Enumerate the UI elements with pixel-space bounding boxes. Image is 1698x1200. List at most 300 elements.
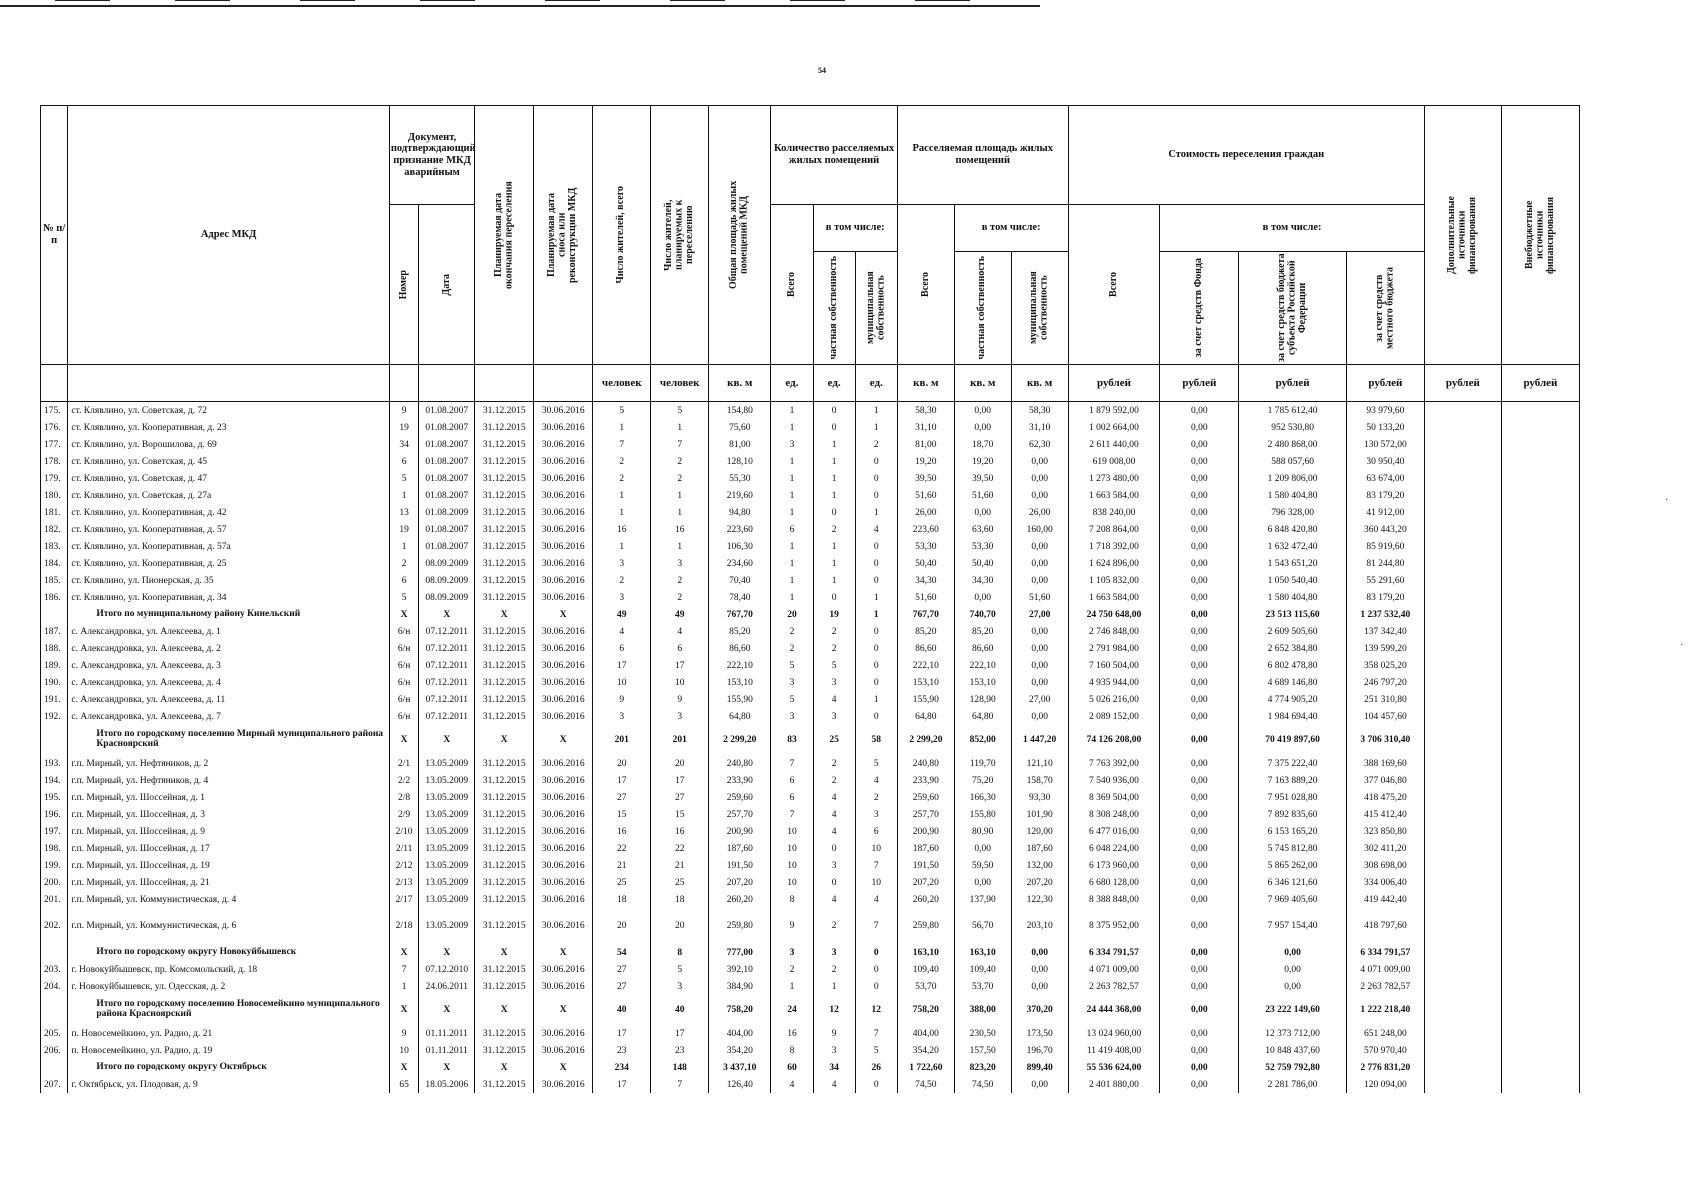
cell-planned-demolition: 30.06.2016 <box>534 555 593 572</box>
cell-offbudget-sources <box>1501 419 1579 436</box>
cell-cost-total: 8 369 504,00 <box>1068 789 1160 806</box>
cell-rooms-municipal: 0 <box>855 708 897 725</box>
cell-cost-local: 419 442,40 <box>1346 891 1424 908</box>
unit-label: кв. м <box>1011 365 1068 402</box>
cell-planned-end: 31.12.2015 <box>475 436 534 453</box>
cell-cost-fund: 0,00 <box>1160 1025 1239 1042</box>
table-row <box>41 857 1580 874</box>
cell-address: ст. Клявлино, ул. Кооперативная, д. 42 <box>68 504 389 521</box>
cell-area-private: 74,50 <box>954 1076 1011 1093</box>
cell-planned-end: 31.12.2015 <box>475 1076 534 1093</box>
total-row <box>41 606 1580 623</box>
cell-doc-date: 07.12.2011 <box>419 708 475 725</box>
cell-cost-region: 0,00 <box>1239 961 1347 978</box>
cell-area-private: 75,20 <box>954 772 1011 789</box>
page-number: 54 <box>818 66 826 75</box>
cell-cost-total: 55 536 624,00 <box>1068 1059 1160 1076</box>
cell-extra-sources <box>1424 891 1501 908</box>
cell-total-area: 94,80 <box>709 504 771 521</box>
cell-residents-total: 2 <box>593 470 651 487</box>
cell-extra-sources <box>1424 1025 1501 1042</box>
cell-offbudget-sources <box>1501 806 1579 823</box>
col-planned-demolition: Планируемая дата сноса или реконструкции МКД <box>534 106 593 365</box>
cell-residents-planned: 1 <box>651 419 709 436</box>
cell-rooms-municipal: 1 <box>855 606 897 623</box>
cell-doc-number: 7 <box>389 961 419 978</box>
cell-residents-total: 3 <box>593 589 651 606</box>
cell-doc-number: 2/12 <box>389 857 419 874</box>
cell-cost-region: 1 785 612,40 <box>1239 402 1347 420</box>
cell-area-municipal: 0,00 <box>1011 1076 1068 1093</box>
cell-rooms-private: 4 <box>813 806 855 823</box>
cell-residents-planned: 17 <box>651 1025 709 1042</box>
cell-rooms-municipal: 0 <box>855 470 897 487</box>
cell-rooms-private: 12 <box>813 995 855 1025</box>
cell-extra-sources <box>1424 874 1501 891</box>
cell-doc-date: 07.12.2011 <box>419 691 475 708</box>
cell-cost-fund: 0,00 <box>1160 674 1239 691</box>
cell-planned-demolition: 30.06.2016 <box>534 823 593 840</box>
cell-cost-fund: 0,00 <box>1160 772 1239 789</box>
cell-cost-fund: 0,00 <box>1160 640 1239 657</box>
cell-area-total: 187,60 <box>897 840 954 857</box>
cell-row-number: 187. <box>41 623 68 640</box>
cell-cost-total: 5 026 216,00 <box>1068 691 1160 708</box>
cell-cost-region: 7 892 835,60 <box>1239 806 1347 823</box>
cell-area-private: 163,10 <box>954 944 1011 961</box>
cell-rooms-total: 5 <box>771 691 813 708</box>
table-row <box>41 538 1580 555</box>
cell-rooms-total: 1 <box>771 589 813 606</box>
cell-doc-date: X <box>419 944 475 961</box>
cell-rooms-municipal: 0 <box>855 674 897 691</box>
col-rooms-including: в том числе: <box>813 205 897 252</box>
cell-rooms-private: 3 <box>813 944 855 961</box>
cell-offbudget-sources <box>1501 623 1579 640</box>
cell-planned-end: 31.12.2015 <box>475 874 534 891</box>
unit-label: рублей <box>1239 365 1347 402</box>
cell-area-private: 137,90 <box>954 891 1011 908</box>
cell-area-municipal: 0,00 <box>1011 538 1068 555</box>
cell-cost-fund: 0,00 <box>1160 891 1239 908</box>
col-area-including: в том числе: <box>954 205 1068 252</box>
cell-rooms-total: 8 <box>771 891 813 908</box>
table-row <box>41 419 1580 436</box>
cell-cost-local: 3 706 310,40 <box>1346 725 1424 755</box>
cell-area-private: 230,50 <box>954 1025 1011 1042</box>
cell-extra-sources <box>1424 755 1501 772</box>
cell-area-municipal: 27,00 <box>1011 691 1068 708</box>
cell-rooms-municipal: 5 <box>855 755 897 772</box>
cell-total-area: 64,80 <box>709 708 771 725</box>
cell-residents-planned: 9 <box>651 691 709 708</box>
table-row <box>41 691 1580 708</box>
cell-residents-total: 2 <box>593 572 651 589</box>
cell-residents-planned: 3 <box>651 555 709 572</box>
cell-planned-demolition: 30.06.2016 <box>534 908 593 944</box>
cell-rooms-municipal: 4 <box>855 521 897 538</box>
cell-cost-local: 2 263 782,57 <box>1346 978 1424 995</box>
cell-offbudget-sources <box>1501 789 1579 806</box>
cell-total-area: 2 299,20 <box>709 725 771 755</box>
cell-area-total: 64,80 <box>897 708 954 725</box>
cell-cost-region: 6 153 165,20 <box>1239 823 1347 840</box>
cell-rooms-total: 1 <box>771 453 813 470</box>
cell-doc-date: 13.05.2009 <box>419 772 475 789</box>
col-planned-end: Планируемая дата окончания переселения <box>475 106 534 365</box>
col-cost-group: Стоимость переселения граждан <box>1068 106 1424 205</box>
cell-total-area: 78,40 <box>709 589 771 606</box>
cell-area-private: 388,00 <box>954 995 1011 1025</box>
cell-area-municipal: 0,00 <box>1011 674 1068 691</box>
cell-rooms-private: 0 <box>813 402 855 420</box>
cell-doc-number: 6/н <box>389 691 419 708</box>
cell-doc-number: 1 <box>389 538 419 555</box>
cell-row-number: 195. <box>41 789 68 806</box>
cell-extra-sources <box>1424 453 1501 470</box>
cell-residents-total: 17 <box>593 657 651 674</box>
cell-residents-total: 10 <box>593 674 651 691</box>
cell-planned-demolition: 30.06.2016 <box>534 589 593 606</box>
cell-row-number <box>41 1059 68 1076</box>
cell-doc-date: 13.05.2009 <box>419 908 475 944</box>
cell-residents-total: 20 <box>593 908 651 944</box>
cell-planned-end: 31.12.2015 <box>475 691 534 708</box>
total-row <box>41 995 1580 1025</box>
cell-cost-fund: 0,00 <box>1160 789 1239 806</box>
cell-area-private: 56,70 <box>954 908 1011 944</box>
cell-cost-fund: 0,00 <box>1160 823 1239 840</box>
cell-address: г.п. Мирный, ул. Шоссейная, д. 9 <box>68 823 389 840</box>
cell-area-private: 823,20 <box>954 1059 1011 1076</box>
cell-area-total: 53,70 <box>897 978 954 995</box>
cell-rooms-private: 2 <box>813 961 855 978</box>
cell-rooms-municipal: 0 <box>855 555 897 572</box>
cell-rooms-total: 3 <box>771 436 813 453</box>
cell-total-area: 200,90 <box>709 823 771 840</box>
cell-total-area: 240,80 <box>709 755 771 772</box>
cell-rooms-private: 2 <box>813 772 855 789</box>
cell-cost-region: 23 513 115,60 <box>1239 606 1347 623</box>
cell-rooms-total: 8 <box>771 1042 813 1059</box>
cell-address: ст. Клявлино, ул. Пионерская, д. 35 <box>68 572 389 589</box>
cell-planned-end: 31.12.2015 <box>475 1042 534 1059</box>
cell-offbudget-sources <box>1501 538 1579 555</box>
cell-doc-date: 01.08.2007 <box>419 419 475 436</box>
cell-total-area: 191,50 <box>709 857 771 874</box>
cell-offbudget-sources <box>1501 1025 1579 1042</box>
cell-area-private: 119,70 <box>954 755 1011 772</box>
cell-doc-date: 01.08.2007 <box>419 470 475 487</box>
cell-doc-number: X <box>389 1059 419 1076</box>
table-row <box>41 978 1580 995</box>
cell-rooms-municipal: 7 <box>855 1025 897 1042</box>
cell-extra-sources <box>1424 538 1501 555</box>
cell-rooms-municipal: 2 <box>855 789 897 806</box>
cell-rooms-total: 1 <box>771 470 813 487</box>
cell-cost-region: 6 848 420,80 <box>1239 521 1347 538</box>
cell-cost-fund: 0,00 <box>1160 419 1239 436</box>
cell-rooms-private: 2 <box>813 755 855 772</box>
cell-area-total: 51,60 <box>897 589 954 606</box>
cell-doc-date: 07.12.2010 <box>419 961 475 978</box>
cell-row-number: 185. <box>41 572 68 589</box>
cell-residents-planned: 5 <box>651 961 709 978</box>
cell-extra-sources <box>1424 572 1501 589</box>
cell-residents-total: 49 <box>593 606 651 623</box>
cell-extra-sources <box>1424 823 1501 840</box>
unit-label: кв. м <box>709 365 771 402</box>
cell-planned-demolition: 30.06.2016 <box>534 891 593 908</box>
table-row <box>41 891 1580 908</box>
cell-cost-region: 5 745 812,80 <box>1239 840 1347 857</box>
cell-cost-local: 120 094,00 <box>1346 1076 1424 1093</box>
col-area-municipal: муниципальная собственность <box>1011 252 1068 365</box>
cell-rooms-municipal: 1 <box>855 504 897 521</box>
cell-planned-end: 31.12.2015 <box>475 1025 534 1042</box>
cell-address: ст. Клявлино, ул. Советская, д. 45 <box>68 453 389 470</box>
cell-row-number: 180. <box>41 487 68 504</box>
cell-area-total: 259,60 <box>897 789 954 806</box>
cell-total-area: 392,10 <box>709 961 771 978</box>
cell-cost-region: 796 328,00 <box>1239 504 1347 521</box>
cell-extra-sources <box>1424 908 1501 944</box>
cell-residents-total: 1 <box>593 487 651 504</box>
cell-offbudget-sources <box>1501 908 1579 944</box>
cell-doc-date: 01.08.2007 <box>419 436 475 453</box>
cell-doc-number: 6 <box>389 453 419 470</box>
cell-rooms-private: 1 <box>813 470 855 487</box>
cell-rooms-total: 1 <box>771 419 813 436</box>
cell-rooms-private: 1 <box>813 487 855 504</box>
cell-area-municipal: 0,00 <box>1011 470 1068 487</box>
cell-doc-date: 01.08.2009 <box>419 504 475 521</box>
cell-extra-sources <box>1424 1076 1501 1093</box>
cell-doc-number: 5 <box>389 589 419 606</box>
cell-cost-fund: 0,00 <box>1160 589 1239 606</box>
cell-planned-end: 31.12.2015 <box>475 402 534 420</box>
cell-area-total: 257,70 <box>897 806 954 823</box>
unit-label: рублей <box>1068 365 1160 402</box>
cell-doc-number: 6/н <box>389 657 419 674</box>
cell-residents-planned: 4 <box>651 623 709 640</box>
cell-area-total: 354,20 <box>897 1042 954 1059</box>
cell-area-municipal: 62,30 <box>1011 436 1068 453</box>
cell-rooms-private: 3 <box>813 708 855 725</box>
cell-cost-fund: 0,00 <box>1160 944 1239 961</box>
cell-rooms-total: 1 <box>771 572 813 589</box>
cell-area-municipal: 132,00 <box>1011 857 1068 874</box>
cell-offbudget-sources <box>1501 1076 1579 1093</box>
cell-total-area: 86,60 <box>709 640 771 657</box>
cell-planned-demolition: 30.06.2016 <box>534 1025 593 1042</box>
cell-address: г. Октябрьск, ул. Плодовая, д. 9 <box>68 1076 389 1093</box>
cell-planned-demolition: 30.06.2016 <box>534 402 593 420</box>
cell-area-total: 109,40 <box>897 961 954 978</box>
cell-rooms-total: 1 <box>771 555 813 572</box>
cell-rooms-total: 83 <box>771 725 813 755</box>
cell-extra-sources <box>1424 772 1501 789</box>
cell-area-total: 81,00 <box>897 436 954 453</box>
cell-cost-local: 137 342,40 <box>1346 623 1424 640</box>
cell-row-number: 188. <box>41 640 68 657</box>
cell-rooms-total: 3 <box>771 674 813 691</box>
cell-area-total: 85,20 <box>897 623 954 640</box>
resettlement-register-table <box>40 105 1580 1093</box>
cell-area-municipal: 120,00 <box>1011 823 1068 840</box>
cell-planned-demolition: 30.06.2016 <box>534 572 593 589</box>
cell-rooms-municipal: 3 <box>855 806 897 823</box>
cell-doc-number: 2/8 <box>389 789 419 806</box>
cell-rooms-private: 1 <box>813 436 855 453</box>
cell-area-total: 153,10 <box>897 674 954 691</box>
cell-address: г.п. Мирный, ул. Шоссейная, д. 17 <box>68 840 389 857</box>
cell-offbudget-sources <box>1501 589 1579 606</box>
cell-area-total: 200,90 <box>897 823 954 840</box>
cell-planned-end: 31.12.2015 <box>475 589 534 606</box>
cell-area-private: 39,50 <box>954 470 1011 487</box>
cell-offbudget-sources <box>1501 708 1579 725</box>
cell-area-total: 19,20 <box>897 453 954 470</box>
cell-area-total: 233,90 <box>897 772 954 789</box>
cell-cost-region: 6 346 121,60 <box>1239 874 1347 891</box>
cell-doc-number: 2/10 <box>389 823 419 840</box>
cell-offbudget-sources <box>1501 436 1579 453</box>
cell-residents-planned: 27 <box>651 789 709 806</box>
unit-label: человек <box>651 365 709 402</box>
cell-extra-sources <box>1424 674 1501 691</box>
cell-total-area: 223,60 <box>709 521 771 538</box>
cell-extra-sources <box>1424 640 1501 657</box>
cell-rooms-municipal: 1 <box>855 419 897 436</box>
cell-doc-date: 01.11.2011 <box>419 1025 475 1042</box>
cell-cost-region: 4 689 146,80 <box>1239 674 1347 691</box>
cell-doc-number: 9 <box>389 402 419 420</box>
cell-extra-sources <box>1424 487 1501 504</box>
cell-cost-total: 838 240,00 <box>1068 504 1160 521</box>
cell-residents-planned: 2 <box>651 589 709 606</box>
cell-row-number: 183. <box>41 538 68 555</box>
cell-area-total: 191,50 <box>897 857 954 874</box>
cell-doc-number: 2/2 <box>389 772 419 789</box>
cell-residents-total: 23 <box>593 1042 651 1059</box>
cell-area-total: 259,80 <box>897 908 954 944</box>
cell-residents-planned: 10 <box>651 674 709 691</box>
cell-area-private: 59,50 <box>954 857 1011 874</box>
cell-offbudget-sources <box>1501 961 1579 978</box>
cell-residents-total: 4 <box>593 623 651 640</box>
table-row <box>41 504 1580 521</box>
cell-area-private: 0,00 <box>954 840 1011 857</box>
cell-rooms-private: 0 <box>813 840 855 857</box>
cell-address: ст. Клявлино, ул. Советская, д. 27а <box>68 487 389 504</box>
cell-area-total: 31,10 <box>897 419 954 436</box>
cell-planned-end: 31.12.2015 <box>475 772 534 789</box>
cell-cost-region: 7 951 028,80 <box>1239 789 1347 806</box>
cell-residents-total: 25 <box>593 874 651 891</box>
cell-cost-region: 52 759 792,80 <box>1239 1059 1347 1076</box>
cell-area-private: 109,40 <box>954 961 1011 978</box>
cell-cost-local: 2 776 831,20 <box>1346 1059 1424 1076</box>
cell-address: г. Новокуйбышевск, пр. Комсомольский, д. 18 <box>68 961 389 978</box>
cell-cost-region: 1 580 404,80 <box>1239 487 1347 504</box>
table-row <box>41 402 1580 420</box>
cell-rooms-private: 2 <box>813 521 855 538</box>
cell-row-number: 192. <box>41 708 68 725</box>
cell-doc-date: X <box>419 995 475 1025</box>
cell-residents-planned: 3 <box>651 978 709 995</box>
cell-residents-total: 1 <box>593 419 651 436</box>
cell-planned-demolition: 30.06.2016 <box>534 806 593 823</box>
unit-label: рублей <box>1501 365 1579 402</box>
cell-area-private: 19,20 <box>954 453 1011 470</box>
cell-cost-fund: 0,00 <box>1160 725 1239 755</box>
cell-cost-local: 4 071 009,00 <box>1346 961 1424 978</box>
cell-rooms-total: 5 <box>771 657 813 674</box>
cell-cost-local: 418 797,60 <box>1346 908 1424 944</box>
table-row <box>41 674 1580 691</box>
cell-cost-fund: 0,00 <box>1160 1076 1239 1093</box>
cell-rooms-private: 1 <box>813 555 855 572</box>
table-row <box>41 640 1580 657</box>
cell-planned-end: X <box>475 944 534 961</box>
cell-planned-demolition: 30.06.2016 <box>534 453 593 470</box>
cell-residents-total: 3 <box>593 555 651 572</box>
cell-address: с. Александровка, ул. Алексеева, д. 2 <box>68 640 389 657</box>
col-total-area: Общая площадь жилых помещений МКД <box>709 106 771 365</box>
cell-area-private: 64,80 <box>954 708 1011 725</box>
cell-row-number: 203. <box>41 961 68 978</box>
cell-area-municipal: 0,00 <box>1011 708 1068 725</box>
cell-total-area: 75,60 <box>709 419 771 436</box>
cell-offbudget-sources <box>1501 555 1579 572</box>
cell-residents-total: 17 <box>593 1076 651 1093</box>
cell-doc-number: X <box>389 725 419 755</box>
cell-rooms-total: 6 <box>771 789 813 806</box>
cell-offbudget-sources <box>1501 572 1579 589</box>
cell-area-total: 86,60 <box>897 640 954 657</box>
cell-offbudget-sources <box>1501 453 1579 470</box>
cell-offbudget-sources <box>1501 470 1579 487</box>
cell-planned-end: 31.12.2015 <box>475 538 534 555</box>
cell-doc-date: 08.09.2009 <box>419 589 475 606</box>
cell-extra-sources <box>1424 944 1501 961</box>
cell-address: Итого по муниципальному району Кинельский <box>68 606 389 623</box>
cell-rooms-total: 60 <box>771 1059 813 1076</box>
cell-rooms-municipal: 26 <box>855 1059 897 1076</box>
cell-doc-number: 6/н <box>389 623 419 640</box>
cell-area-total: 2 299,20 <box>897 725 954 755</box>
cell-rooms-total: 7 <box>771 755 813 772</box>
cell-rooms-private: 2 <box>813 908 855 944</box>
cell-address: ст. Клявлино, ул. Кооперативная, д. 57 <box>68 521 389 538</box>
cell-residents-planned: 1 <box>651 504 709 521</box>
cell-rooms-municipal: 7 <box>855 857 897 874</box>
cell-extra-sources <box>1424 504 1501 521</box>
cell-row-number: 189. <box>41 657 68 674</box>
cell-planned-demolition: X <box>534 1059 593 1076</box>
cell-residents-planned: 6 <box>651 640 709 657</box>
cell-extra-sources <box>1424 708 1501 725</box>
cell-planned-end: 31.12.2015 <box>475 419 534 436</box>
cell-cost-total: 7 160 504,00 <box>1068 657 1160 674</box>
col-residents-total: Число жителей, всего <box>593 106 651 365</box>
cell-area-private: 128,90 <box>954 691 1011 708</box>
cell-total-area: 404,00 <box>709 1025 771 1042</box>
scan-mark: · <box>1665 495 1669 506</box>
table-row <box>41 874 1580 891</box>
cell-doc-number: 13 <box>389 504 419 521</box>
